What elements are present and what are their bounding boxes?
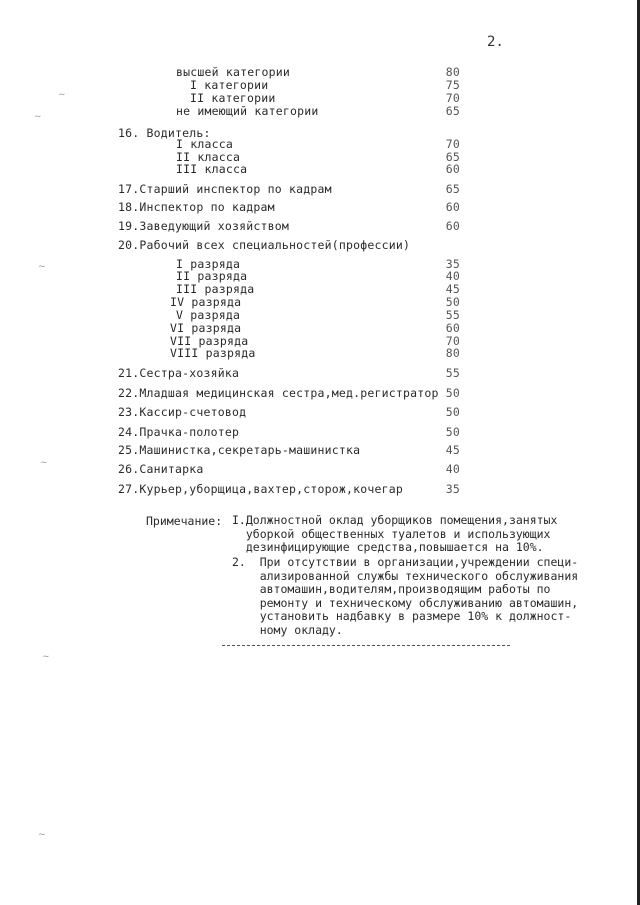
row-value: 55 [445, 308, 460, 322]
row-value: 70 [445, 334, 460, 348]
note-label: Примечание: [146, 514, 223, 528]
row-label: II категории [190, 91, 276, 105]
row-value: 35 [445, 257, 460, 271]
row-label: 24.Прачка-полотер [118, 425, 240, 439]
scan-mark: ~ [58, 90, 66, 100]
row-label: I класса [176, 137, 233, 151]
row-value: 65 [445, 182, 460, 196]
scan-mark: ~ [38, 830, 46, 840]
row-value: 60 [445, 162, 460, 176]
row-value: 70 [445, 137, 460, 151]
row-label: II класса [176, 150, 241, 164]
row-label: 20.Рабочий всех специальностей(профессии) [118, 238, 411, 252]
row-value: 45 [445, 443, 460, 457]
row-label: 23.Кассир-счетовод [118, 405, 247, 419]
row-label: I разряда [176, 257, 241, 271]
row-label: VII разряда [170, 334, 249, 348]
scan-mark: ~ [42, 652, 50, 662]
row-label: VI разряда [170, 321, 242, 335]
row-value: 50 [445, 295, 460, 309]
row-label: 19.Заведующий хозяйством [118, 219, 289, 233]
row-label: II разряда [176, 269, 248, 283]
row-label: 18.Инспектор по кадрам [118, 200, 275, 214]
row-label: 26.Санитарка [118, 462, 204, 476]
note-item-1: I.Должностной оклад уборщиков помещения,занятых уборкой общественных туалетов и использующих дезинфицирующие средства,повышается на 10%. [232, 513, 558, 554]
row-label: I категории [190, 78, 269, 92]
row-value: 75 [445, 78, 460, 92]
row-value: 35 [445, 482, 460, 496]
row-label: высшей категории [176, 65, 290, 79]
row-label: 21.Сестра-хозяйка [118, 366, 240, 380]
row-value: 50 [445, 425, 460, 439]
row-value: 40 [445, 462, 460, 476]
row-label: VIII разряда [170, 346, 256, 360]
scan-mark: ~ [38, 262, 46, 272]
scan-mark: ~ [40, 458, 48, 468]
row-label: 25.Машинистка,секретарь-машинистка [118, 443, 361, 457]
row-label: 27.Курьер,уборщица,вахтер,сторож,кочегар [118, 482, 403, 496]
row-value: 50 [445, 386, 460, 400]
row-value: 50 [445, 405, 460, 419]
row-value: 70 [445, 91, 460, 105]
row-label: IV разряда [170, 295, 242, 309]
row-label: 16. Водитель: [118, 126, 211, 140]
row-value: 65 [445, 104, 460, 118]
row-value: 45 [445, 282, 460, 296]
page-number: 2. [487, 34, 504, 50]
scan-mark: ~ [34, 112, 42, 122]
row-label: 22.Младшая медицинская сестра,мед.регистратор [118, 386, 439, 400]
row-label: не имеющий категории [176, 104, 319, 118]
row-value: 65 [445, 150, 460, 164]
row-value: 60 [445, 200, 460, 214]
row-value: 55 [445, 366, 460, 380]
row-value: 80 [445, 346, 460, 360]
row-value: 60 [445, 219, 460, 233]
row-value: 60 [445, 321, 460, 335]
row-label: III разряда [176, 282, 255, 296]
end-rule [222, 645, 510, 646]
row-label: 17.Старший инспектор по кадрам [118, 182, 332, 196]
row-value: 80 [445, 65, 460, 79]
row-value: 40 [445, 269, 460, 283]
row-label: III класса [176, 162, 248, 176]
row-label: V разряда [176, 308, 241, 322]
note-item-2: 2. При отсутствии в организации,учреждении специ- ализированной службы технического обслуживания автомашин,водителям,производящим работы по ремонту и техническому обслуживанию автомашин, установить надбавку в размере 10% к должност- ному окладу. [232, 555, 579, 637]
